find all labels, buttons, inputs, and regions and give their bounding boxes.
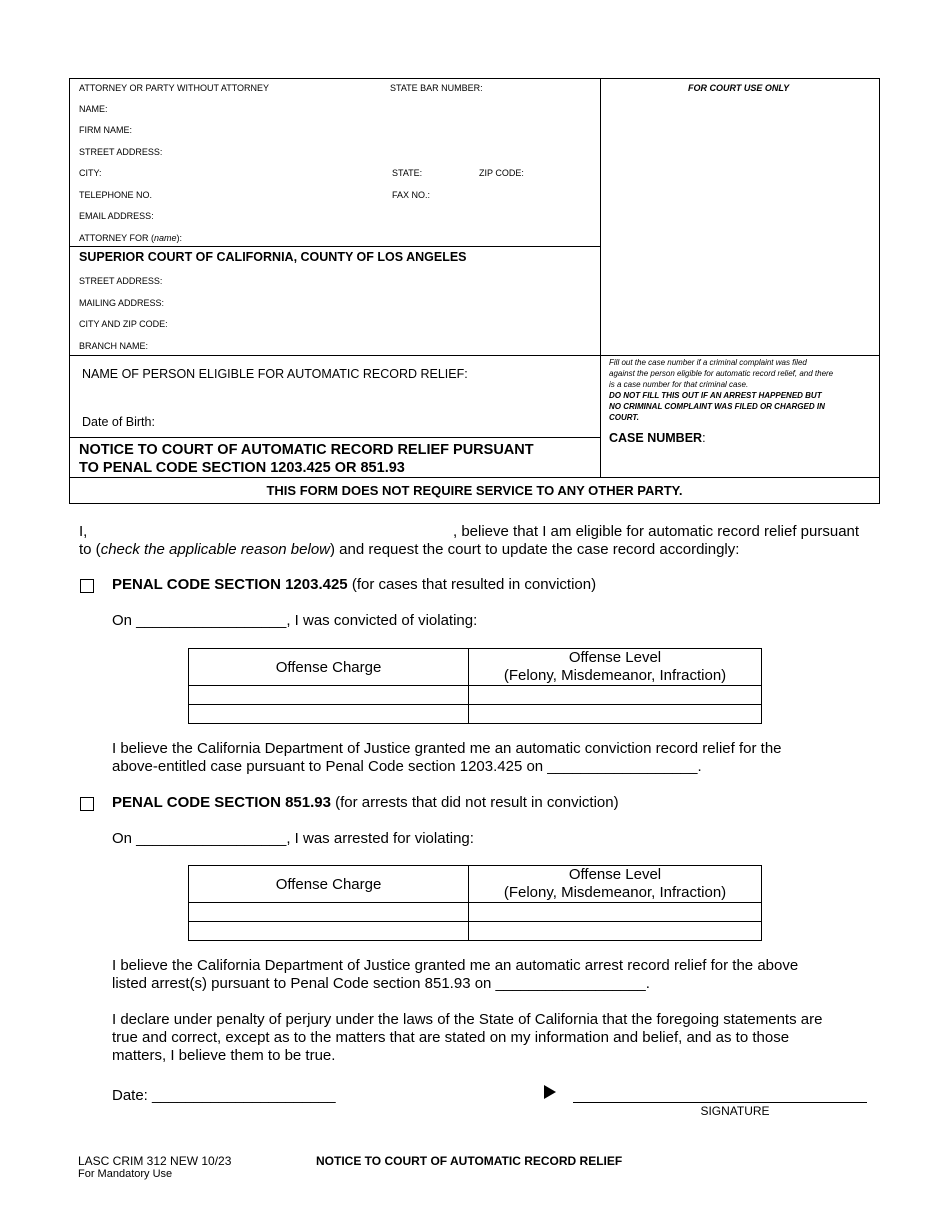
city-label: CITY: <box>79 168 102 178</box>
form-title-line-2: TO PENAL CODE SECTION 1203.425 OR 851.93 <box>79 460 405 476</box>
offense-level-header: Offense Level (Felony, Misdemeanor, Infraction) <box>469 649 762 686</box>
offense-level-cell[interactable] <box>469 903 762 922</box>
attorney-for-label: ATTORNEY FOR (name): <box>79 233 183 243</box>
street-label: STREET ADDRESS: <box>79 147 163 157</box>
person-label: NAME OF PERSON ELIGIBLE FOR AUTOMATIC RECORD RELIEF: <box>82 367 468 381</box>
signature-line[interactable] <box>573 1102 867 1103</box>
date-line[interactable]: Date: ______________________ <box>112 1087 336 1104</box>
offense-charge-cell[interactable] <box>189 903 469 922</box>
footer-title: NOTICE TO COURT OF AUTOMATIC RECORD RELIEF <box>316 1154 623 1168</box>
court-street-label: STREET ADDRESS: <box>79 276 163 286</box>
intro-i: I, <box>79 523 88 540</box>
offense-level-cell[interactable] <box>469 922 762 941</box>
zip-label: ZIP CODE: <box>479 168 524 178</box>
section-2-belief: I believe the California Department of Justice granted me an automatic arrest record relief for the above listed arrest(s) pursuant to Penal Code section 851.93 on __________________. <box>112 957 799 992</box>
section-1-belief: I believe the California Department of Justice granted me an automatic conviction record relief for the above-entitled case pursuant to Penal Code section 1203.425 on __________________. <box>112 740 782 775</box>
state-bar-label: STATE BAR NUMBER: <box>390 83 483 93</box>
offense-level-cell[interactable] <box>469 705 762 724</box>
signature-label: SIGNATURE <box>700 1104 770 1118</box>
court-divider <box>69 246 601 247</box>
section-2-on-line: On __________________, I was arrested for violating: <box>112 830 474 847</box>
branch-label: BRANCH NAME: <box>79 341 149 351</box>
city-zip-label: CITY AND ZIP CODE: <box>79 319 168 329</box>
pc-1203-425-checkbox[interactable] <box>80 579 94 593</box>
offense-level-header: Offense Level (Felony, Misdemeanor, Infraction) <box>469 866 762 903</box>
title-divider <box>69 437 601 438</box>
section-1-offense-table <box>188 648 762 724</box>
intro-line-2: to (check the applicable reason below) and request the court to update the case record accordingly: <box>79 541 740 558</box>
attorney-label: ATTORNEY OR PARTY WITHOUT ATTORNEY <box>79 83 270 93</box>
offense-charge-header: Offense Charge <box>189 866 469 903</box>
case-number-label: CASE NUMBER: <box>609 431 706 445</box>
section-2-heading: PENAL CODE SECTION 851.93 (for arrests that did not result in conviction) <box>112 794 619 811</box>
email-label: EMAIL ADDRESS: <box>79 211 154 221</box>
dob-label: Date of Birth: <box>82 415 155 429</box>
declaration: I declare under penalty of perjury under the laws of the State of California that the foregoing statements are true and correct, except as to the matters that are stated on my information and belief, and as to those matters, I believe them to be true. <box>112 1011 823 1064</box>
pc-851-93-checkbox[interactable] <box>80 797 94 811</box>
mandatory-use: For Mandatory Use <box>78 1168 173 1180</box>
offense-charge-cell[interactable] <box>189 686 469 705</box>
case-number-note: Fill out the case number if a criminal complaint was filed against the person eligible for automatic record relief, and there is a case number for that criminal case. DO NOT FILL THIS OUT IF AN ARREST HAPPENED BUT NO CRIMINAL COMPLAINT WAS FILED OR CHARGED IN COURT. <box>609 358 834 422</box>
phone-label: TELEPHONE NO. <box>79 190 153 200</box>
offense-charge-cell[interactable] <box>189 705 469 724</box>
offense-charge-header: Offense Charge <box>189 649 469 686</box>
name-label: NAME: <box>79 104 108 114</box>
state-label: STATE: <box>392 168 423 178</box>
form-title-line-1: NOTICE TO COURT OF AUTOMATIC RECORD RELIEF PURSUANT <box>79 442 534 458</box>
caption-divider <box>600 78 601 478</box>
court-use-label: FOR COURT USE ONLY <box>688 83 790 93</box>
service-divider <box>69 477 880 478</box>
offense-level-cell[interactable] <box>469 686 762 705</box>
section-1-on-line: On __________________, I was convicted of violating: <box>112 612 478 629</box>
mailing-label: MAILING ADDRESS: <box>79 298 165 308</box>
form-code: LASC CRIM 312 NEW 10/23 <box>78 1154 232 1168</box>
section-2-offense-table <box>188 865 762 941</box>
form-title <box>79 441 534 477</box>
court-title: SUPERIOR COURT OF CALIFORNIA, COUNTY OF LOS ANGELES <box>79 250 467 264</box>
firm-label: FIRM NAME: <box>79 125 132 135</box>
fax-label: FAX NO.: <box>392 190 431 200</box>
section-1-heading: PENAL CODE SECTION 1203.425 (for cases that resulted in conviction) <box>112 576 597 593</box>
signature-arrow-icon <box>544 1085 556 1099</box>
person-divider <box>69 355 880 356</box>
offense-charge-cell[interactable] <box>189 922 469 941</box>
intro-line-1: , believe that I am eligible for automatic record relief pursuant <box>453 523 860 540</box>
service-notice: THIS FORM DOES NOT REQUIRE SERVICE TO ANY OTHER PARTY. <box>266 483 683 498</box>
